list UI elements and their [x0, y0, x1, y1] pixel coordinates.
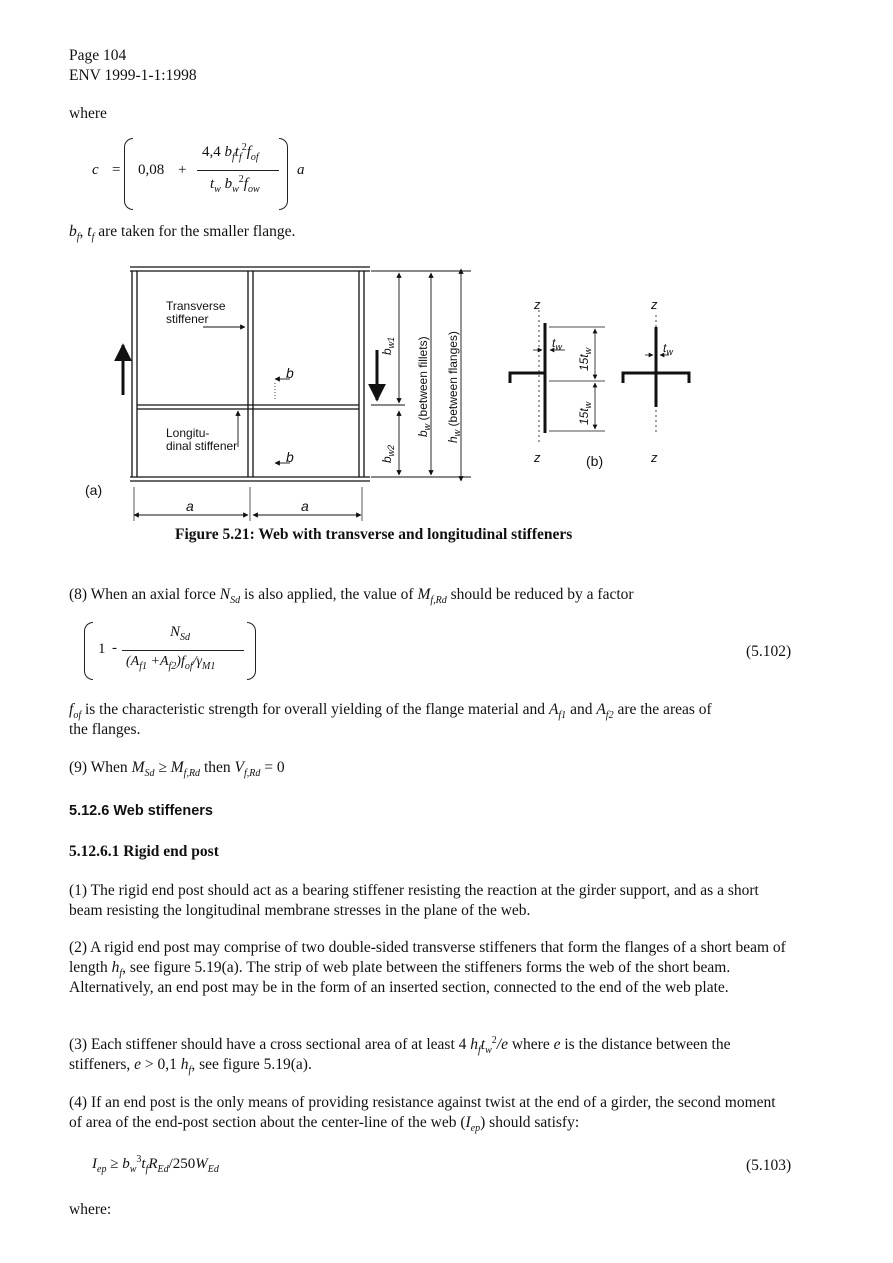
paragraph-fof: $f_{of}$ is the characteristic strength for overall yielding of the flange material and $A_{f1}$ and $A_{f2}$ are the areas of the flanges.	[69, 701, 712, 738]
equation-c: c = 0,08 + 4,4 $b_ft_f^2f_{of}$ $t_w$ $b_w^2f_{ow}$ a	[92, 130, 342, 210]
paragraph-4: (4) If an end post is the only means of providing resistance against twist at the end of a girder, the second moment of area of the end-post section about the center-line of the web $(I_{ep})$ should satisfy:	[69, 1094, 776, 1135]
equation-number-5-102: (5.102)	[746, 643, 792, 660]
svg-text:15tw: $15t_w$	[577, 401, 593, 425]
eq-c-numerator: 4,4 $b_ft_f^2f_{of}$	[202, 142, 259, 163]
svg-text:bw1: $b_{w1}$	[380, 336, 396, 355]
figure-label-a: (a)	[85, 482, 103, 498]
standard-reference: ENV 1999-1-1:1998	[69, 67, 197, 84]
svg-text:z: z	[534, 297, 541, 312]
svg-text:hw (between flanges): $h_w$ (between flanges)	[446, 331, 462, 443]
svg-text:a: a	[186, 498, 194, 514]
transverse-stiffener-label-1: Transverse	[166, 299, 226, 313]
section-heading-5-12-6: 5.12.6 Web stiffeners	[69, 803, 213, 819]
svg-text:z: z	[534, 450, 541, 465]
paragraph-2: (2) A rigid end post may comprise of two double-sided transverse stiffeners that form the flanges of a short beam of length $h_f$, see figure 5.19(a). The strip of web plate between the stiffeners forms the web of the short beam. Alternatively, an end post may be in the form of an inserted section, connected to the end of the web plate.	[69, 939, 786, 996]
paragraph-9: (9) When $M_{Sd} \ge M_{f,Rd}$ then $V_{f,Rd} = 0$	[69, 759, 285, 780]
figure-label-b: (b)	[586, 453, 604, 469]
equation-number-5-103: (5.103)	[746, 1157, 792, 1174]
svg-text:bw2: $b_{w2}$	[380, 444, 396, 463]
longitudinal-stiffener-label-2: dinal stiffener	[166, 439, 238, 453]
stiffener-figure	[75, 255, 775, 530]
svg-text:15tw: $15t_w$	[577, 347, 593, 371]
eq-c-lhs: c	[92, 162, 99, 178]
page-number: Page 104	[69, 47, 127, 64]
equation-5-102: 1 - $N_{Sd}$ $(A_{f1} +A_{f2})f_{of}/\gamma_{M1}$	[82, 618, 282, 682]
longitudinal-stiffener-label-1: Longitu-	[166, 426, 210, 440]
section-heading-5-12-6-1: 5.12.6.1 Rigid end post	[69, 843, 219, 860]
paragraph-3: (3) Each stiffener should have a cross sectional area of at least 4 $h_ft_w^2/e$ where e is the distance between the stiffeners, e > 0,1 $h_f$, see figure 5.19(a).	[69, 1034, 731, 1077]
svg-text:tw: $t_w$	[552, 336, 562, 352]
where-label-2: where:	[69, 1201, 112, 1218]
svg-text:b: b	[286, 449, 294, 465]
paragraph-1: (1) The rigid end post should act as a bearing stiffener resisting the reaction at the girder support, and as a short beam resisting the longitudinal membrane stresses in the plane of the web.	[69, 882, 759, 919]
transverse-stiffener-label-2: stiffener	[166, 312, 209, 326]
svg-text:tw: $t_w$	[663, 341, 673, 357]
svg-text:z: z	[651, 450, 658, 465]
svg-text:b: b	[286, 365, 294, 381]
svg-text:bw (between fillets): $b_w$ (between fillets)	[416, 336, 432, 437]
svg-text:z: z	[651, 297, 658, 312]
smaller-flange-note: $b_f$, $t_f$ are taken for the smaller flange.	[69, 223, 296, 244]
paragraph-8: (8) When an axial force $N_{Sd}$ is also applied, the value of $M_{f,Rd}$ should be reduced by a factor	[69, 586, 634, 607]
equation-5-103: $I_{ep} \ge b_w^3t_fR_{Ed}/250W_{Ed}$	[92, 1154, 219, 1175]
where-label: where	[69, 105, 107, 122]
svg-text:a: a	[301, 498, 309, 514]
eq-c-denominator: $t_w$ $b_w^2f_{ow}$	[210, 174, 260, 195]
figure-caption: Figure 5.21: Web with transverse and longitudinal stiffeners	[175, 526, 573, 543]
